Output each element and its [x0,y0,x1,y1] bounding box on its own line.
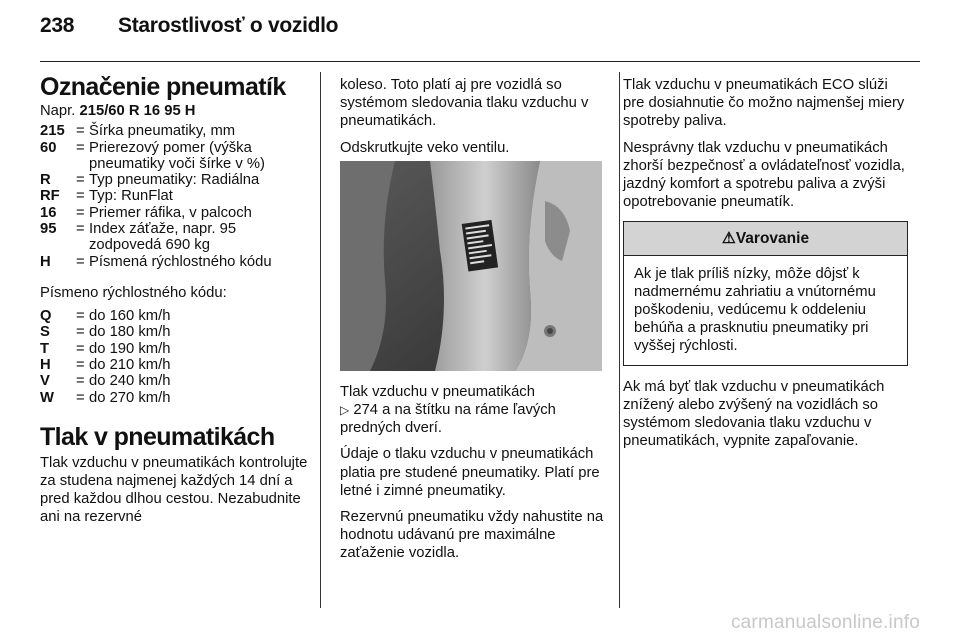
warning-text: Ak je tlak príliš nízky, môže dôjsť k nadmernému zahriatiu a vnútornému poškodeniu, vedúcemu k oddeleniu behúňa a prasknutiu pneumatiky pri vyššej rýchlosti. [634,265,876,355]
paragraph: Údaje o tlaku vzduchu v pneumatikách platia pre studené pneumatiky. Platí pre letné i zimné pneumatiky. [340,446,600,499]
definition-key: 215 [40,123,65,140]
speed-code-text: do 210 km/h [89,356,171,373]
definition-key: H [40,253,51,270]
equals-sign: = [76,308,85,325]
definition-key: RF [40,188,60,205]
speed-code-text: do 160 km/h [89,308,171,325]
equals-sign: = [76,172,85,189]
equals-sign: = [76,253,85,270]
tire-code-example [40,102,312,120]
section-heading: Označenie pneumatík [40,73,286,101]
column-divider [320,72,321,608]
speed-code-text: do 180 km/h [89,324,171,341]
definition-key: R [40,172,51,189]
paragraph: Odskrutkujte veko ventilu. [340,139,510,156]
definition-text: Šírka pneumatiky, mm [89,123,236,140]
equals-sign: = [76,389,85,406]
equals-sign: = [76,188,85,205]
definition-item [40,123,312,139]
section-heading: Tlak v pneumatikách [40,422,275,451]
speed-code-list [40,308,312,406]
equals-sign: = [76,373,85,390]
paragraph: koleso. Toto platí aj pre vozidlá so systémom sledovania tlaku vzduchu v pneumatikách. [340,77,589,130]
speed-code-item [40,324,312,340]
speed-code-key: V [40,373,50,390]
paragraph: Rezervnú pneumatiku vždy nahustite na hodnotu udávanú pre maximálne zaťaženie vozidla. [340,509,604,562]
warning-box [623,221,908,365]
equals-sign: = [76,340,85,357]
equals-sign: = [76,220,85,237]
definition-text: Priemer ráfika, v palcoch [89,204,252,221]
definition-item [40,188,312,204]
equals-sign: = [76,204,85,221]
equals-sign: = [76,324,85,341]
door-frame-illustration [340,161,602,371]
example-prefix: Napr. [40,103,76,119]
definition-item [40,172,312,188]
column-3 [623,76,908,450]
example-code: 215/60 R 16 95 H [79,103,196,119]
text-run: 274 a na štítku na ráme ľavých predných dverí. [340,402,556,437]
paragraph [340,383,608,438]
definition-item [40,205,312,221]
speed-code-item [40,308,312,324]
speed-code-item [40,341,312,357]
speed-code-intro: Písmeno rýchlostného kódu: [40,284,227,301]
speed-code-key: S [40,324,50,341]
page-number: 238 [40,14,75,37]
text-run: Tlak vzduchu v pneumatikách [340,383,535,400]
speed-code-text: do 240 km/h [89,373,171,390]
watermark: carmanualsonline.info [730,612,920,633]
header-rule [40,61,920,62]
definition-text: Typ: RunFlat [89,188,173,205]
page-title: Starostlivosť o vozidlo [118,14,339,37]
column-1 [40,72,312,527]
page-header [40,14,338,38]
definition-text: Typ pneumatiky: Radiálna [89,172,260,189]
door-frame-photo [340,161,602,371]
paragraph: Nesprávny tlak vzduchu v pneumatikách zhorší bezpečnosť a ovládateľnosť vozidla, jazdný komfort a spotrebu paliva a zvýši opotrebovanie pneumatík. [623,139,905,211]
warning-title: Varovanie [735,230,810,248]
definition-item [40,254,312,270]
definition-key: 16 [40,204,57,221]
warning-header [624,222,907,255]
speed-code-text: do 270 km/h [89,389,171,406]
definition-list [40,123,312,270]
definition-item [40,140,312,173]
definition-item [40,221,312,254]
equals-sign: = [76,123,85,140]
speed-code-key: W [40,389,54,406]
speed-code-key: T [40,340,50,357]
speed-code-key: H [40,356,51,373]
paragraph: Tlak vzduchu v pneumatikách kontrolujte za studena najmenej každých 14 dní a pred každou dlhou cestou. Nezabudnite ani na rezervné [40,454,308,526]
equals-sign: = [76,139,85,156]
speed-code-text: do 190 km/h [89,340,171,357]
speed-code-item [40,373,312,389]
definition-text: Index záťaže, napr. 95 zodpovedá 690 kg [89,220,237,254]
page-reference-icon: ▷ [340,403,350,418]
speed-code-item [40,357,312,373]
definition-key: 95 [40,220,57,237]
column-divider [619,72,620,608]
paragraph: Ak má byť tlak vzduchu v pneumatikách znížený alebo zvýšený na vozidlách so systémom sledovania tlaku vzduchu v pneumatikách, vypnite zapaľovanie. [623,378,885,450]
paragraph: Tlak vzduchu v pneumatikách ECO slúži pre dosiahnutie čo možno najmenšej miery spotreby paliva. [623,77,905,130]
equals-sign: = [76,356,85,373]
warning-triangle-icon: ⚠ [721,230,736,248]
definition-text: Písmená rýchlostného kódu [89,253,272,270]
speed-code-key: Q [40,308,52,325]
speed-code-item [40,390,312,406]
column-2 [340,76,608,563]
definition-text: Prierezový pomer (výška pneumatiky voči šírke v %) [89,139,265,172]
definition-key: 60 [40,139,57,156]
